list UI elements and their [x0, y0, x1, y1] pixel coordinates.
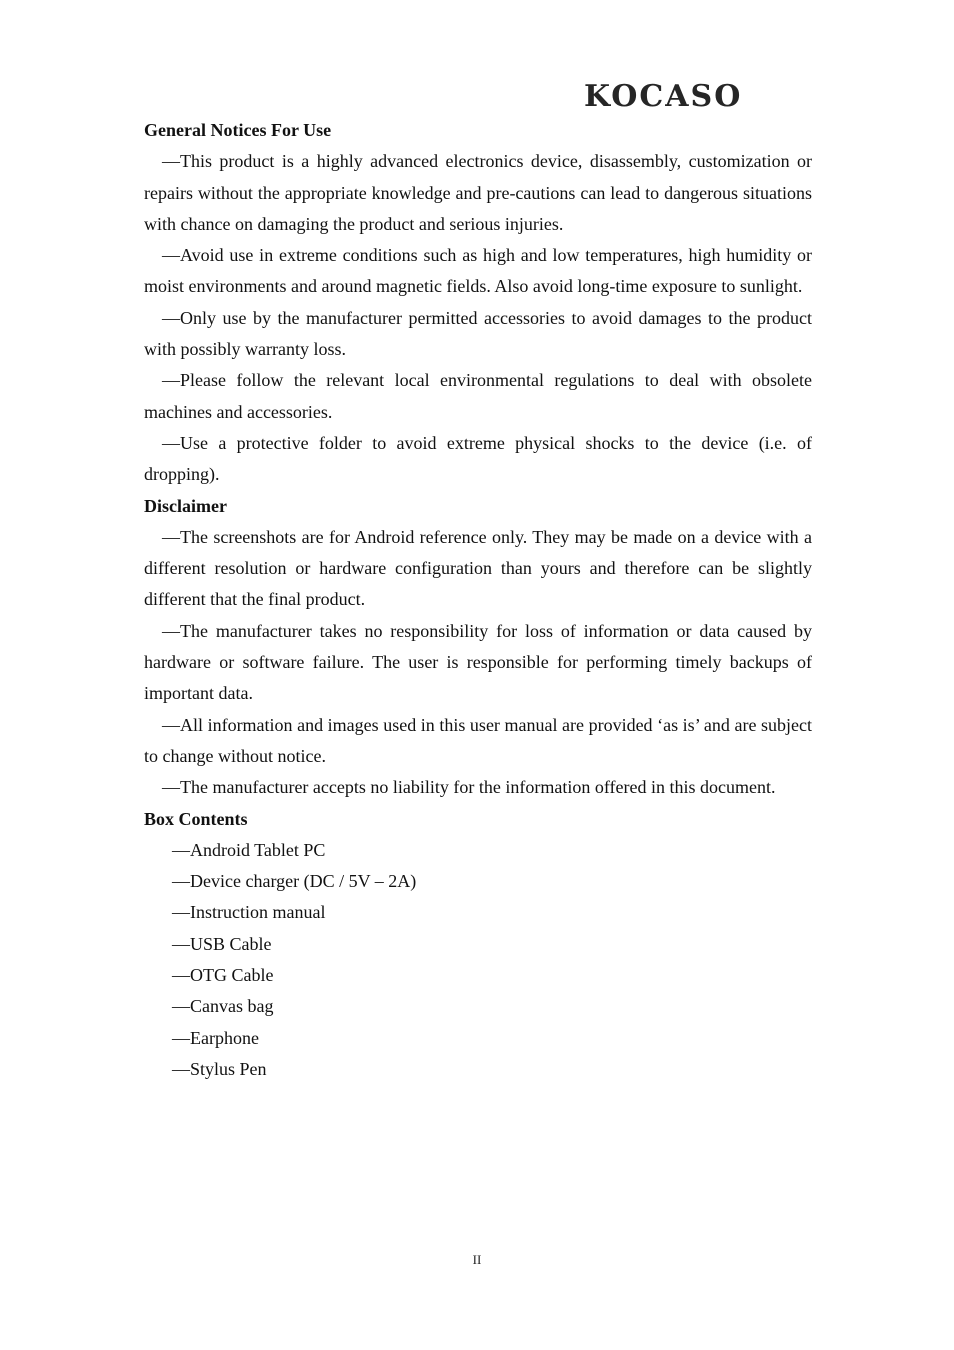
box-contents-list: [144, 835, 812, 1085]
box-contents-section: [144, 804, 812, 1086]
list-item: —USB Cable: [172, 933, 272, 954]
disclaimer-paragraph: —The screenshots are for Android reference only. They may be made on a device with a different resolution or hardware configuration than yours and therefore can be slightly different that the final product.: [144, 526, 812, 610]
list-item: —Instruction manual: [172, 902, 326, 923]
general-notices-section: [144, 115, 812, 491]
general-notice-paragraph: —Only use by the manufacturer permitted accessories to avoid damages to the product with possibly warranty loss.: [144, 307, 812, 360]
general-notice-paragraph: —Please follow the relevant local environmental regulations to deal with obsolete machines and accessories.: [144, 370, 812, 422]
general-notice-paragraph: —This product is a highly advanced electronics device, disassembly, customization or repairs without the appropriate knowledge and pre-cautions can lead to dangerous situations with chance on damaging the product and serious injuries.: [144, 151, 812, 234]
list-item: —Stylus Pen: [172, 1058, 267, 1079]
disclaimer-heading: Disclaimer: [144, 495, 227, 516]
list-item: —Canvas bag: [172, 996, 274, 1017]
disclaimer-paragraph: —All information and images used in this user manual are provided ‘as is’ and are subject to change without notice.: [144, 714, 812, 766]
list-item: —Earphone: [172, 1027, 259, 1048]
page-content: [144, 115, 812, 1085]
list-item: —Device charger (DC / 5V – 2A): [172, 871, 417, 892]
disclaimer-paragraph: —The manufacturer takes no responsibility for loss of information or data caused by hardware or software failure. The user is responsible for performing timely backups of important data.: [144, 620, 812, 704]
general-notice-paragraph: —Avoid use in extreme conditions such as high and low temperatures, high humidity or moist environments and around magnetic fields. Also avoid long-time exposure to sunlight.: [144, 245, 812, 297]
general-notice-paragraph: —Use a protective folder to avoid extreme physical shocks to the device (i.e. of dropping).: [144, 432, 812, 485]
disclaimer-section: [144, 491, 812, 804]
list-item: —OTG Cable: [172, 965, 274, 986]
general-notices-heading: General Notices For Use: [144, 120, 332, 140]
disclaimer-paragraph: —The manufacturer accepts no liability for the information offered in this document.: [162, 777, 776, 798]
page-number: II: [472, 1252, 482, 1267]
box-contents-heading: Box Contents: [144, 808, 248, 829]
list-item: —Android Tablet PC: [172, 839, 326, 860]
kocaso-logo: KOCASO: [584, 79, 743, 114]
